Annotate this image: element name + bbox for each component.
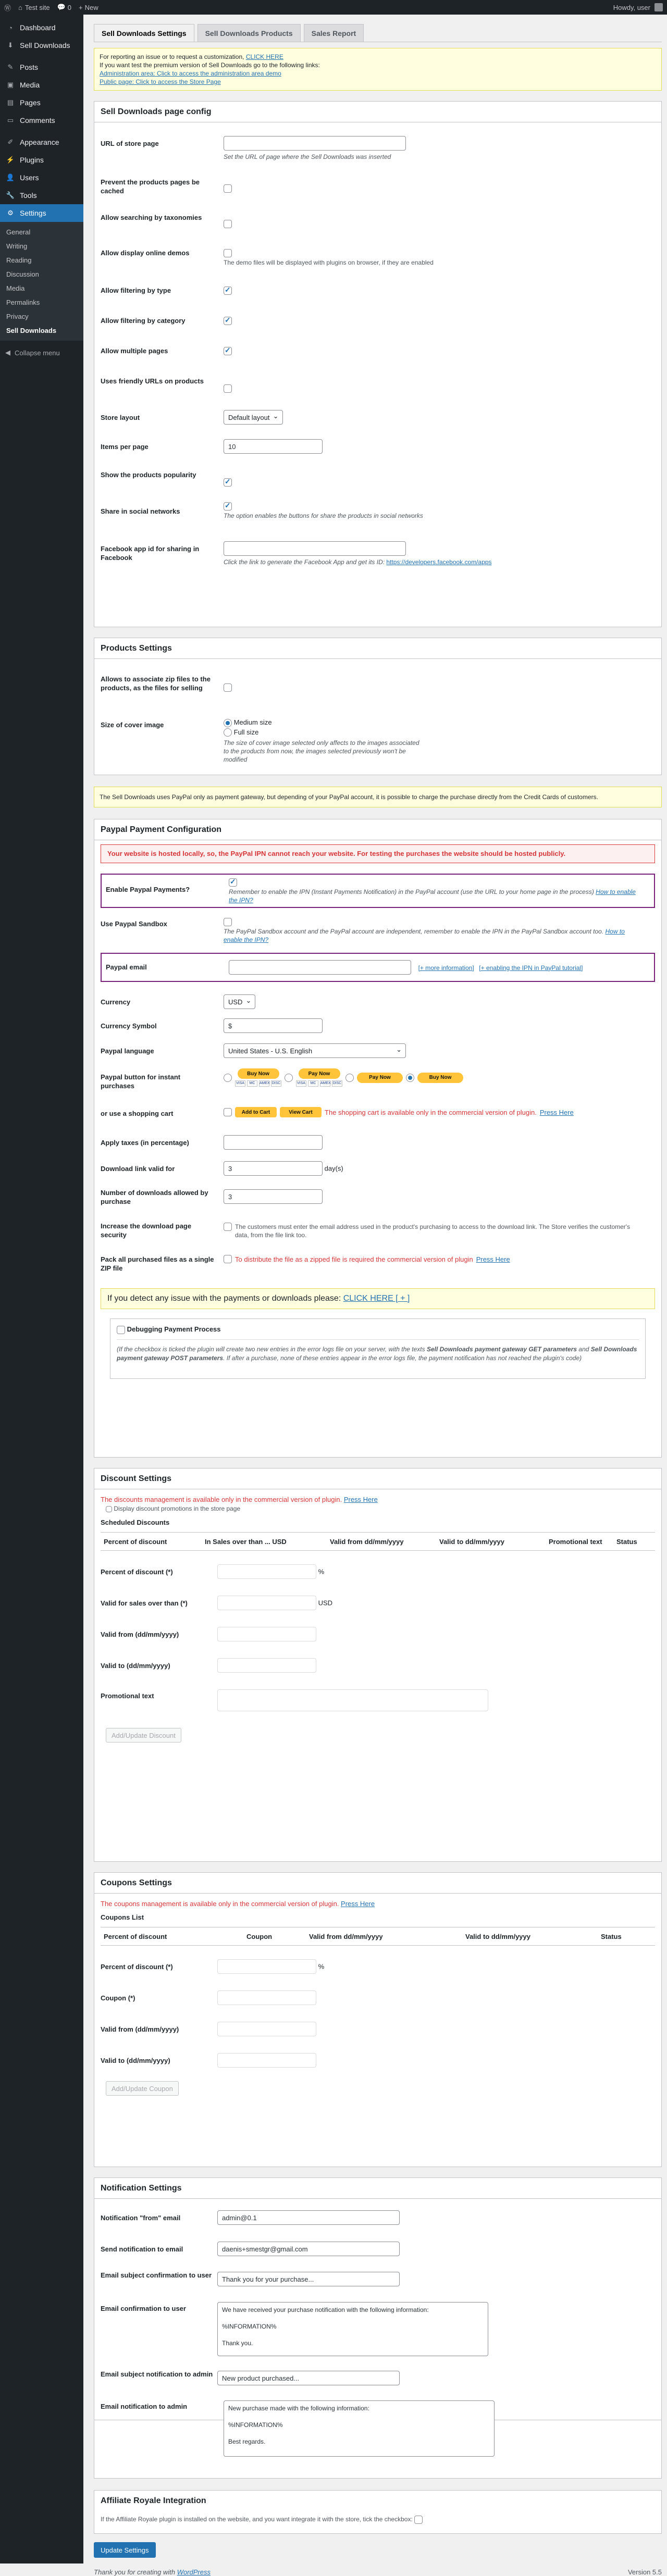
version-text: Version 5.5 — [627, 2568, 662, 2576]
sandbox-ipn-link[interactable]: How to enable the IPN? — [224, 927, 625, 943]
col-percent: Percent of discount — [104, 1537, 167, 1546]
friendly-urls-label: Uses friendly URLs on products — [101, 377, 204, 385]
col-promo: Promotional text — [549, 1537, 602, 1546]
coupons-list-heading: Coupons List — [101, 1913, 144, 1921]
collapse-arrow-icon: ◀ — [5, 349, 10, 356]
filter-type-label: Allow filtering by type — [101, 287, 171, 294]
filter-type-checkbox[interactable] — [224, 287, 232, 295]
sidebar-item-comments[interactable]: ▭ Comments — [0, 111, 83, 129]
email-user-label: Email confirmation to user — [101, 2305, 186, 2312]
pin-icon: ✎ — [7, 63, 14, 71]
tab-bar — [94, 23, 364, 42]
coupon-valid-from-input[interactable] — [217, 2022, 316, 2036]
link-valid-input[interactable] — [224, 1161, 323, 1176]
sidebar-item-settings[interactable]: ⚙ Settings — [0, 204, 83, 222]
send-to-input[interactable] — [217, 2242, 400, 2256]
cover-size-label: Size of cover image — [101, 721, 164, 729]
url-store-input[interactable] — [224, 136, 406, 151]
sidebar-item-users[interactable]: 👤 Users — [6, 173, 39, 182]
wordpress-link[interactable]: WordPress — [177, 2568, 211, 2576]
facebook-app-id-input[interactable] — [224, 541, 406, 556]
admin-demo-link[interactable]: Administration area: Click to access the administration area demo — [100, 70, 281, 77]
url-store-desc: Set the URL of page where the Sell Downloads was inserted — [224, 153, 391, 160]
coupon-code-input[interactable] — [217, 1990, 316, 2005]
discounts-note: The discounts management is available only in the commercial version of plugin. — [101, 1496, 342, 1503]
display-discounts-checkbox[interactable] — [106, 1506, 112, 1512]
link-valid-label: Download link valid for — [101, 1165, 175, 1173]
dashboard-icon: ◔ — [8, 23, 13, 32]
new-content-link[interactable]: + New — [78, 3, 98, 11]
currency-select[interactable]: USD ⌄ — [224, 994, 255, 1009]
downloads-allowed-input[interactable] — [224, 1189, 323, 1204]
currency-label: Currency — [101, 998, 131, 1006]
sidebar-item-dashboard[interactable]: ◔ Dashboard — [0, 19, 83, 36]
discount-valid-to-input[interactable] — [217, 1658, 316, 1673]
notifications-box-continued — [94, 2420, 662, 2479]
view-cart-sample: View Cart — [280, 1107, 322, 1117]
zip-pack-label: Pack all purchased files as a single ZIP file — [101, 1255, 214, 1272]
card-logos-2: VISA MC AMEX DISC — [296, 1080, 342, 1087]
prevent-cache-label: Prevent the products pages be cached — [101, 178, 200, 195]
comments-link[interactable]: 💬 0 — [57, 3, 71, 11]
admin-footer: Thank you for creating with WordPress Version 5.5 — [94, 2568, 662, 2576]
from-email-input[interactable] — [217, 2210, 400, 2225]
coupons-note: The coupons management is available only in the commercial version of plugin. — [101, 1900, 339, 1908]
discounts-press-here-link[interactable]: Press Here — [343, 1496, 378, 1503]
localhost-error: Your website is hosted locally, so, the PayPal IPN cannot reach your website. For testing the purchases the website should be hosted publicly. — [101, 844, 655, 863]
zip-pack-note: To distribute the file as a zipped file is required the commercial version of plugin — [235, 1255, 473, 1263]
coupon-valid-to-input[interactable] — [217, 2053, 316, 2068]
taxes-input[interactable] — [224, 1135, 323, 1150]
currency-symbol-label: Currency Symbol — [101, 1022, 157, 1030]
subject-admin-label: Email subject notification to admin — [101, 2370, 213, 2378]
page-icon: ▤ — [7, 98, 14, 106]
promo-text-label: Promotional text — [101, 1692, 154, 1700]
items-per-page-label: Items per page — [101, 443, 149, 451]
coupon-col-coupon: Coupon — [246, 1932, 273, 1940]
admin-bar — [0, 0, 667, 15]
avatar — [654, 3, 663, 11]
button-style-4-radio[interactable] — [406, 1074, 414, 1082]
paypal-button-label: Paypal button for instant purchases — [101, 1073, 181, 1090]
paypal-email-input[interactable] — [229, 960, 411, 975]
debug-box: Debugging Payment Process (If the checkbox is ticked the plugin will create two new entries in the error logs file on your server, with the texts Sell Downloads payment gateway GET parameters and Sell Downloads payment gateway POST parameters. If after a purchase, none of these entries appear in the error logs file, the payment notification has not reached the plugin's code) — [110, 1318, 646, 1379]
paypal-language-label: Paypal language — [101, 1047, 154, 1055]
downloads-allowed-label: Number of downloads allowed by purchase — [101, 1189, 208, 1205]
coupon-col-valid-from: Valid from dd/mm/yyyy — [309, 1932, 383, 1940]
multiple-pages-checkbox[interactable] — [224, 347, 232, 355]
shopping-cart-label: or use a shopping cart — [101, 1110, 174, 1117]
user-account-link[interactable]: Howdy, user — [613, 3, 663, 11]
allow-demos-checkbox[interactable] — [224, 249, 232, 257]
taxes-label: Apply taxes (in percentage) — [101, 1139, 189, 1147]
allow-taxonomies-label: Allow searching by taxonomies — [101, 214, 202, 221]
allow-demos-label: Allow display online demos — [101, 249, 190, 257]
page-config-title: Sell Downloads page config — [94, 102, 661, 122]
paypal-email-label: Paypal email — [106, 963, 147, 971]
social-label: Share in social networks — [101, 507, 180, 515]
add-coupon-button[interactable]: Add/Update Coupon — [106, 2081, 179, 2096]
col-valid-to: Valid to dd/mm/yyyy — [439, 1537, 504, 1546]
paypal-notice: The Sell Downloads uses PayPal only as payment gateway, but depending of your PayPal account, it is possible to charge the purchase directly from the Credit Cards of customers. — [94, 787, 662, 807]
public-demo-link[interactable]: Public page: Click to access the Store Page — [100, 78, 221, 85]
security-label: Increase the download page security — [101, 1222, 192, 1239]
submenu-media[interactable]: Media — [6, 284, 25, 292]
affiliate-checkbox[interactable] — [414, 2516, 423, 2524]
pay-now-button-sample: Pay Now — [299, 1068, 340, 1079]
sandbox-checkbox[interactable] — [224, 918, 232, 926]
col-status: Status — [616, 1537, 637, 1546]
enable-paypal-checkbox[interactable] — [229, 878, 237, 887]
facebook-apps-link[interactable]: https://developers.facebook.com/apps — [386, 558, 492, 566]
email-user-textarea[interactable] — [217, 2302, 488, 2356]
from-email-label: Notification "from" email — [101, 2214, 181, 2222]
paypal-title: Paypal Payment Configuration — [94, 819, 661, 840]
col-sales-over: In Sales over than ... USD — [205, 1537, 287, 1546]
sidebar-item-tools[interactable]: 🔧 Tools — [6, 191, 37, 200]
notifications-box — [94, 2177, 662, 2420]
collapse-menu-button[interactable]: ◀ Collapse menu — [5, 349, 60, 357]
download-icon: ⬇ — [7, 41, 14, 49]
tab-products[interactable]: Sell Downloads Products — [197, 24, 301, 42]
email-admin-label: Email notification to admin — [101, 2403, 188, 2410]
social-desc: The option enables the buttons for share the products in social networks — [224, 512, 423, 519]
security-desc: The customers must enter the email address used in the product's purchasing to access to the download link. The Store verifies the customer's data, from the file link too. — [235, 1223, 631, 1239]
brush-icon: ✐ — [7, 138, 14, 146]
coupon-valid-from-label: Valid from (dd/mm/yyyy) — [101, 2025, 179, 2033]
store-layout-label: Store layout — [101, 414, 140, 421]
pay-now-plain-sample: Pay Now — [357, 1073, 403, 1083]
multiple-pages-label: Allow multiple pages — [101, 347, 168, 355]
add-discount-button[interactable]: Add/Update Discount — [106, 1728, 181, 1743]
shopping-cart-checkbox[interactable] — [224, 1108, 232, 1116]
coupon-percent-label: Percent of discount (*) — [101, 1963, 173, 1971]
sidebar-item-plugins[interactable]: ⚡ Plugins — [6, 156, 44, 164]
store-layout-select[interactable]: Default layout ⌄ — [224, 410, 283, 425]
cart-note: The shopping cart is available only in the commercial version of plugin. — [325, 1108, 537, 1116]
discounts-box: Discount Settings The discounts management is available only in the commercial version of plugin. Press Here Display discount promotions in the store page Scheduled Discounts Percent of discount In Sales over than ... USD Valid from dd/mm/yyyy Valid to dd/mm/yyyy Promotional text Status Percent of discount (*) % Valid for sales over than (*) USD Valid from (dd/mm/yyyy) Valid to (dd/mm/yyyy) Promotional text Add/Update Discount — [94, 1468, 662, 1862]
buy-now-plain-sample: Buy Now — [417, 1073, 463, 1083]
buy-now-button-sample: Buy Now — [238, 1068, 279, 1079]
page-config-box: Sell Downloads page config URL of store page Set the URL of page where the Sell Downloads was inserted Prevent the products pages be cached Allow searching by taxonomies Allow display online demos The demo files will be displayed with plugins on browser, if they are enabled Allow filtering by type ✓ Allow filtering by category ✓ Allow multiple pages ✓ Uses friendly URLs on products Store layout Default layout ⌄ Items per page 10 Show the products popularity ✓ Share in social networks ✓ The option enables the buttons for share the products in social networks Facebook app id for sharing in Facebook Click the link to generate the Facebook App and get its ID: https://developers.facebook.com/apps — [94, 101, 662, 627]
enable-ipn-link[interactable]: How to enable the IPN? — [229, 888, 636, 904]
discount-valid-from-input[interactable] — [217, 1627, 316, 1641]
issue-click-here-link[interactable]: CLICK HERE [ + ] — [343, 1294, 410, 1303]
discount-percent-input[interactable] — [217, 1564, 316, 1579]
zip-files-label: Allows to associate zip files to the products, as the files for selling — [101, 675, 211, 692]
sandbox-label: Use Paypal Sandbox — [101, 920, 167, 928]
currency-symbol-input[interactable] — [224, 1018, 323, 1033]
debug-checkbox[interactable] — [117, 1326, 125, 1334]
submenu-sell-downloads[interactable]: Sell Downloads — [6, 327, 57, 334]
submenu-discussion[interactable]: Discussion — [6, 270, 39, 278]
email-admin-textarea[interactable] — [224, 2400, 495, 2457]
sidebar-item-sell-downloads[interactable]: ⬇ Sell Downloads — [0, 36, 83, 54]
button-style-3-radio[interactable] — [345, 1074, 354, 1082]
subject-user-label: Email subject confirmation to user — [101, 2271, 212, 2279]
settings-icon: ⚙ — [7, 209, 14, 217]
subject-admin-input[interactable] — [217, 2371, 400, 2385]
comment-icon: ▭ — [7, 116, 14, 124]
tab-settings[interactable]: Sell Downloads Settings — [94, 24, 194, 42]
button-style-1-radio[interactable] — [224, 1074, 232, 1082]
popularity-checkbox[interactable] — [224, 478, 232, 487]
add-to-cart-sample: Add to Cart — [235, 1107, 277, 1117]
top-notice: For reporting an issue or to request a customization, CLICK HERE If you want test the premium version of Sell Downloads go to the following links: Administration area: Click to access the administration area demo Public page: Click to access the Store Page — [94, 48, 662, 91]
media-icon: ▣ — [7, 81, 14, 89]
enable-paypal-label: Enable Paypal Payments? — [106, 886, 190, 893]
notifications-title: Notification Settings — [94, 2178, 661, 2199]
card-logos: VISA MC AMEX DISC — [235, 1080, 281, 1087]
submenu-general[interactable]: General — [6, 228, 31, 236]
zip-press-here-link[interactable]: Press Here — [476, 1255, 510, 1263]
tab-sales-report[interactable]: Sales Report — [304, 24, 364, 42]
scheduled-discounts-heading: Scheduled Discounts — [101, 1519, 170, 1526]
sidebar-item-appearance[interactable]: ✐ Appearance — [0, 133, 83, 151]
discount-valid-to-label: Valid to (dd/mm/yyyy) — [101, 1662, 170, 1670]
comment-bubble-icon: 💬 — [57, 3, 66, 11]
submenu-writing[interactable]: Writing — [6, 242, 28, 250]
settings-submenu — [0, 222, 83, 341]
filter-category-checkbox[interactable] — [224, 317, 232, 325]
submenu-reading[interactable]: Reading — [6, 256, 32, 264]
allow-taxonomies-checkbox[interactable] — [224, 220, 232, 228]
issue-link[interactable]: CLICK HERE — [245, 53, 283, 60]
items-per-page-input[interactable] — [224, 439, 323, 454]
home-icon: ⌂ — [18, 3, 22, 11]
facebook-label: Facebook app id for sharing in Facebook — [101, 545, 200, 562]
discounts-table-header — [101, 1532, 655, 1551]
discount-valid-from-label: Valid from (dd/mm/yyyy) — [101, 1631, 179, 1638]
wrench-icon: 🔧 — [6, 191, 15, 199]
cover-medium-radio[interactable] — [224, 719, 232, 727]
submenu-privacy[interactable]: Privacy — [6, 313, 29, 320]
debug-desc: (If the checkbox is ticked the plugin will create two new entries in the error logs file on your server, with the texts Sell Downloads payment gateway GET parameters and Sell Downloads payment gateway POST parameters. If after a purchase, none of these entries appear in the error logs file, the payment notification has not reached the plugin's code) — [117, 1339, 639, 1363]
sidebar-item-pages[interactable]: ▤ Pages — [0, 94, 83, 111]
products-settings-title: Products Settings — [94, 638, 661, 659]
coupon-col-percent: Percent of discount — [104, 1932, 167, 1940]
submenu-permalinks[interactable]: Permalinks — [6, 298, 40, 306]
paypal-button-options — [224, 1068, 655, 1087]
subject-user-input[interactable] — [217, 2272, 400, 2286]
discount-percent-label: Percent of discount (*) — [101, 1568, 173, 1576]
sales-over-input[interactable] — [217, 1596, 316, 1610]
more-info-link[interactable]: [+ more information] — [418, 964, 474, 972]
send-to-label: Send notification to email — [101, 2245, 183, 2253]
ipn-tutorial-link[interactable]: [+ enabling the IPN in PayPal tutorial] — [479, 964, 583, 972]
prevent-cache-checkbox[interactable] — [224, 184, 232, 193]
zip-files-checkbox[interactable] — [224, 683, 232, 692]
coupon-percent-input[interactable] — [217, 1959, 316, 1974]
allow-demos-desc: The demo files will be displayed with plugins on browser, if they are enabled — [224, 258, 434, 266]
wordpress-logo-icon[interactable]: Ⓦ — [4, 4, 11, 12]
sales-over-label: Valid for sales over than (*) — [101, 1599, 188, 1607]
user-icon: 👤 — [6, 173, 15, 181]
col-valid-from: Valid from dd/mm/yyyy — [330, 1537, 404, 1546]
update-settings-button[interactable]: Update Settings — [94, 2542, 156, 2558]
coupons-table-header — [101, 1927, 655, 1946]
plus-icon: + — [78, 3, 83, 11]
paypal-language-select[interactable]: United States - U.S. English ⌄ — [224, 1043, 406, 1058]
coupons-box: Coupons Settings The coupons management is available only in the commercial version of plugin. Press Here Coupons List Percent of discount Coupon Valid from dd/mm/yyyy Valid to dd/mm/yyyy Status Percent of discount (*) % Coupon (*) Valid from (dd/mm/yyyy) Valid to (dd/mm/yyyy) Add/Update Coupon — [94, 1872, 662, 2167]
issue-banner: If you detect any issue with the payments or downloads please: CLICK HERE [ + ] — [101, 1288, 655, 1309]
cover-size-desc: The size of cover image selected only affects to the images associated to the products from now, the images selected previously won't be modified — [224, 739, 419, 764]
popularity-label: Show the products popularity — [101, 471, 196, 479]
button-style-2-radio[interactable] — [285, 1074, 293, 1082]
filter-category-label: Allow filtering by category — [101, 317, 186, 325]
products-settings-box: Products Settings Allows to associate zip files to the products, as the files for selling Size of cover image Medium size Full size The size of cover image selected only affects to the images associated to the products from now, the images selected previously won't be modified — [94, 638, 662, 775]
coupon-col-valid-to: Valid to dd/mm/yyyy — [465, 1932, 530, 1940]
site-name-link[interactable]: ⌂ Test site — [18, 3, 50, 11]
admin-sidebar — [0, 15, 83, 2563]
promo-text-textarea[interactable] — [217, 1689, 488, 1711]
cover-full-radio[interactable] — [224, 728, 232, 737]
affiliate-title: Affiliate Royale Integration — [101, 2496, 206, 2505]
affiliate-box: Affiliate Royale Integration If the Affiliate Royale plugin is installed on the website, and you want integrate it with the store, tick the checkbox: — [94, 2490, 662, 2534]
plugin-icon: ⚡ — [6, 156, 15, 164]
friendly-urls-checkbox[interactable] — [224, 384, 232, 393]
zip-pack-checkbox[interactable] — [224, 1255, 232, 1263]
discounts-title: Discount Settings — [94, 1469, 661, 1489]
social-checkbox[interactable] — [224, 502, 232, 511]
url-store-label: URL of store page — [101, 140, 159, 147]
coupon-valid-to-label: Valid to (dd/mm/yyyy) — [101, 2057, 170, 2064]
coupon-col-status: Status — [601, 1932, 622, 1940]
coupons-title: Coupons Settings — [94, 1873, 661, 1894]
paypal-box: Paypal Payment Configuration Your website is hosted locally, so, the PayPal IPN cannot reach your website. For testing the purchases the website should be hosted publicly. Enable Paypal Payments? ✓ Remember to enable the IPN (Instant Payments Notification) in the PayPal account (use the URL to your home page in the process) How to enable the IPN? Use Paypal Sandbox The PayPal Sandbox account and the PayPal account are independent, remember to enable the IPN in the PayPal Sandbox account too. How to enable the IPN? Paypal email [+ more information] [+ enabling the IPN in PayPal tutorial] Currency USD ⌄ Currency Symbol $ Paypal language United States - U.S. English ⌄ Paypal button for instant purchases Buy Now VISA MC AMEX DISC Pay Now VISA MC AMEX DISC Pay Now Buy Now or use a shopping cart Add to Cart View Cart The shopping cart is available only in the commercial version of plugin. Press Here Apply taxes (in percentage) Download link valid for 3 day(s) Number of downloads allowed by purchase 3 Increase the download page security The customers must enter the email address used in the product's purchasing to access to the download link. The Store verifies the customer's data, from the file link too. Pack all purchased files as a single ZIP file To distribute the file as a zipped file is required the commercial version of plugin Press Here If you detect any issue with the payments or downloads please: CLICK HERE [ + ] Debugging Payment Process (If the checkbox is ticked the plugin will create two new entries in the error logs file on your server, with the texts Sell Downloads payment gateway GET parameters and Sell Downloads payment gateway POST parameters. If after a purchase, none of these entries appear in the error logs file, the payment notification has not reached the plugin's code) — [94, 819, 662, 1458]
sidebar-item-media[interactable]: ▣ Media — [0, 76, 83, 94]
cart-press-here-link[interactable]: Press Here — [539, 1108, 574, 1116]
security-checkbox[interactable] — [224, 1223, 232, 1231]
coupon-code-label: Coupon (*) — [101, 1994, 135, 2002]
coupons-press-here-link[interactable]: Press Here — [341, 1900, 375, 1908]
sidebar-item-posts[interactable]: ✎ Posts — [0, 58, 83, 76]
